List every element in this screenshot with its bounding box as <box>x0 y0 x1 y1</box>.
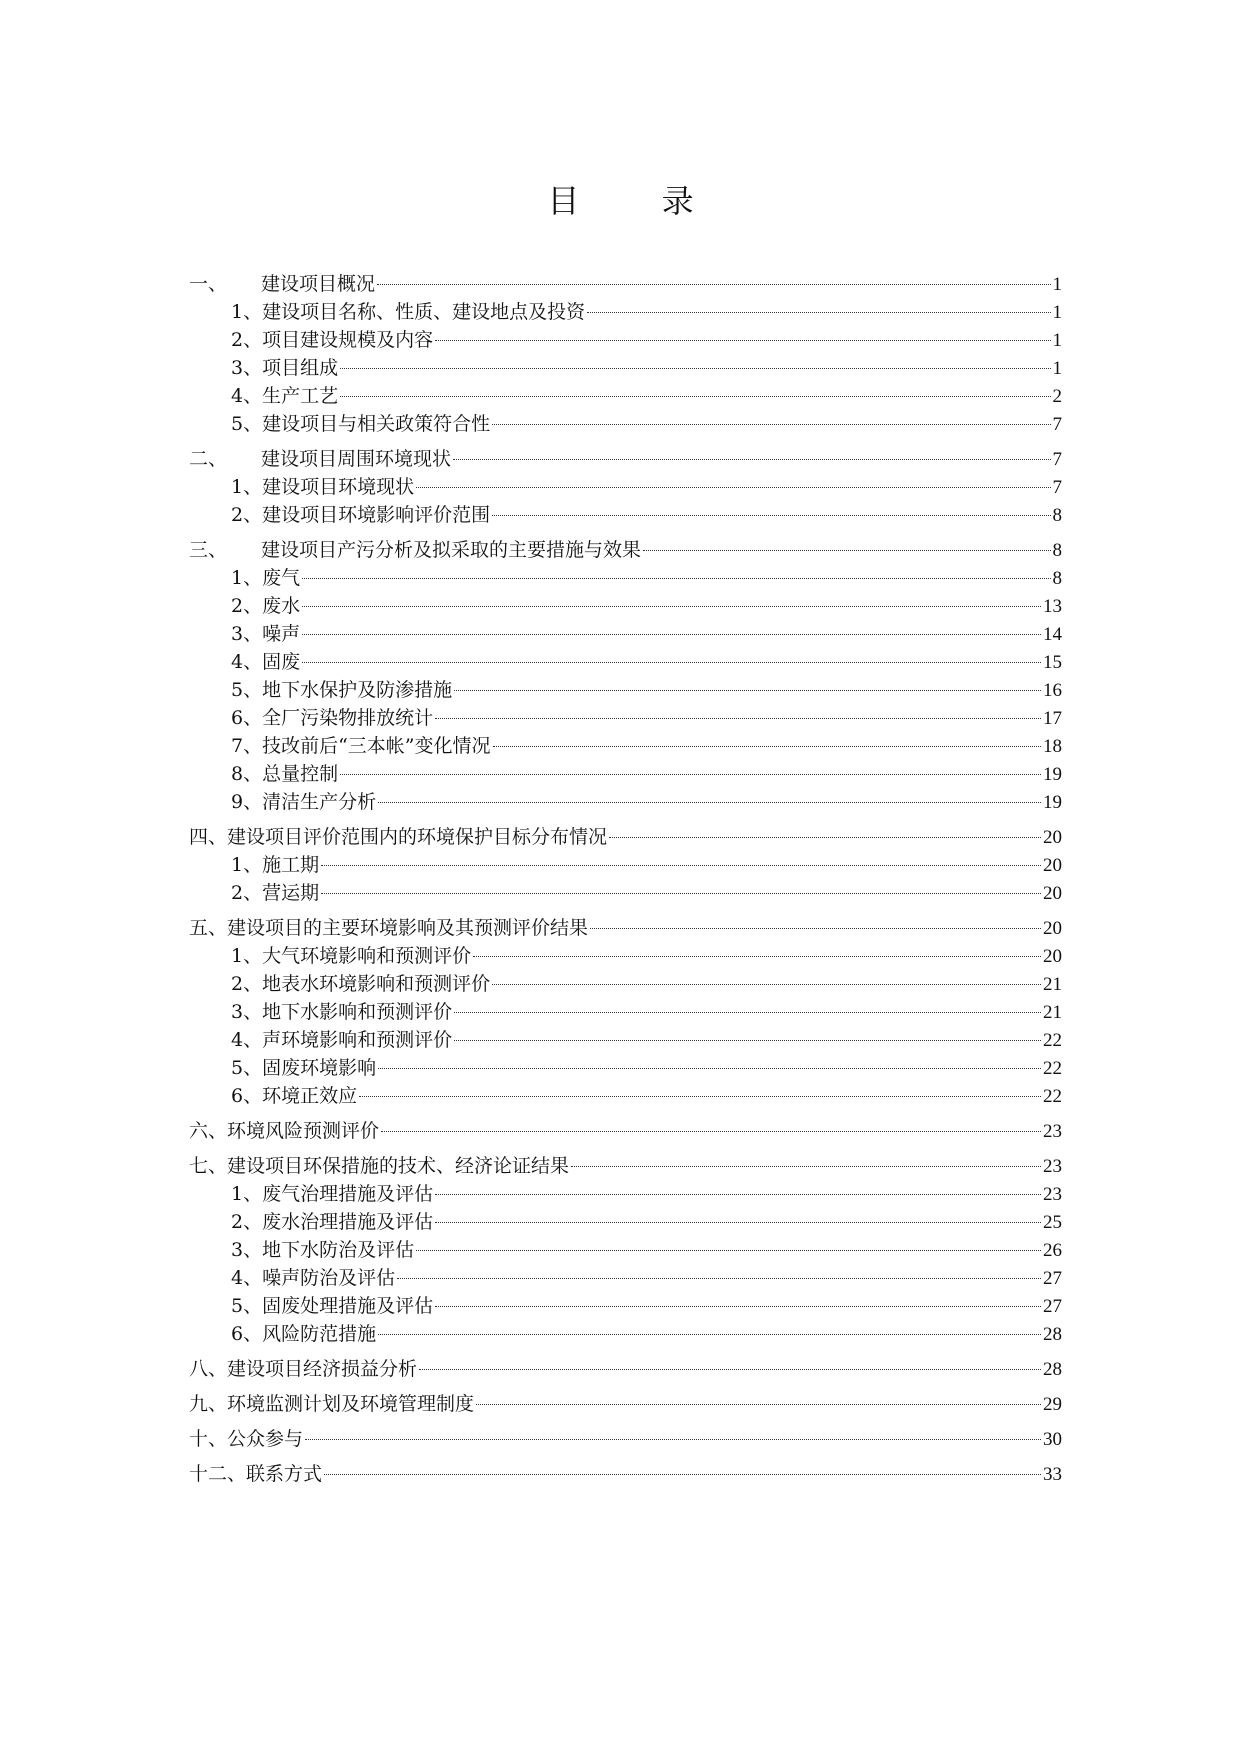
toc-page-number: 19 <box>1043 792 1062 813</box>
toc-subsection-entry[interactable] <box>189 1082 1062 1110</box>
toc-entry-text: 地下水影响和预测评价 <box>262 1001 453 1023</box>
toc-entry-number: 1、 <box>231 1183 263 1205</box>
dot-leader <box>302 606 1041 607</box>
toc-entry-label <box>231 564 300 592</box>
toc-entry-number: 八、 <box>189 1358 228 1380</box>
dot-leader <box>454 1040 1041 1041</box>
dot-leader <box>305 1439 1041 1440</box>
toc-subsection-entry[interactable] <box>189 1292 1062 1320</box>
toc-subsection-entry[interactable] <box>189 1026 1062 1054</box>
toc-entry-text: 总量控制 <box>262 763 339 785</box>
toc-subsection-entry[interactable] <box>189 1320 1062 1348</box>
toc-entry-number: 二、 <box>189 448 228 470</box>
toc-entry-label <box>189 1460 322 1488</box>
toc-entry-text: 声环境影响和预测评价 <box>262 1029 453 1051</box>
toc-entry-text: 噪声防治及评估 <box>262 1267 396 1289</box>
toc-entry-number: 2、 <box>231 329 263 351</box>
toc-entry-number: 6、 <box>231 1323 263 1345</box>
toc-entry-number: 六、 <box>189 1120 228 1142</box>
toc-entry-text: 风险防范措施 <box>262 1323 377 1345</box>
toc-entry-text: 地表水环境影响和预测评价 <box>262 973 491 995</box>
toc-page-number: 2 <box>1052 386 1062 407</box>
toc-page-number: 21 <box>1043 974 1062 995</box>
toc-subsection-entry[interactable] <box>189 1054 1062 1082</box>
toc-subsection-entry[interactable] <box>189 1180 1062 1208</box>
toc-entry-label <box>231 676 452 704</box>
toc-page-number: 14 <box>1043 624 1062 645</box>
toc-entry-text: 固废 <box>262 651 301 673</box>
dot-leader <box>340 396 1050 397</box>
toc-subsection-entry[interactable] <box>189 1264 1062 1292</box>
toc-subsection-entry[interactable] <box>189 942 1062 970</box>
toc-entry-number: 十、 <box>189 1428 228 1450</box>
toc-entry-label <box>231 648 300 676</box>
toc-page-number: 20 <box>1043 918 1062 939</box>
toc-page-number: 8 <box>1052 568 1062 589</box>
page-title: 目 录 <box>547 182 730 220</box>
toc-page-number: 33 <box>1043 1464 1062 1485</box>
toc-entry-label <box>189 536 641 564</box>
toc-entry-text: 建设项目与相关政策符合性 <box>262 413 491 435</box>
toc-entry-label <box>231 620 300 648</box>
toc-section-entry[interactable] <box>189 536 1062 564</box>
dot-leader <box>302 578 1050 579</box>
dot-leader <box>378 1334 1041 1335</box>
toc-page-number: 23 <box>1043 1121 1062 1142</box>
toc-subsection-entry[interactable] <box>189 704 1062 732</box>
dot-leader <box>454 1012 1041 1013</box>
toc-entry-number: 4、 <box>231 385 263 407</box>
toc-entry-label <box>231 1264 395 1292</box>
dot-leader <box>321 865 1041 866</box>
toc-entry-number: 1、 <box>231 476 263 498</box>
toc-entry-text: 建设项目环境现状 <box>262 476 415 498</box>
toc-entry-number: 4、 <box>231 1267 263 1289</box>
toc-entry-number: 三、 <box>189 539 228 561</box>
dot-leader <box>378 802 1041 803</box>
toc-subsection-entry[interactable] <box>189 592 1062 620</box>
toc-entry-text: 项目组成 <box>262 357 339 379</box>
toc-section-entry[interactable] <box>189 823 1062 851</box>
dot-leader <box>416 487 1050 488</box>
toc-page-number: 29 <box>1043 1394 1062 1415</box>
toc-entry-number: 3、 <box>231 623 263 645</box>
toc-entry-number: 7、 <box>231 735 263 757</box>
toc-subsection-entry[interactable] <box>189 1208 1062 1236</box>
toc-entry-text: 环境正效应 <box>262 1085 358 1107</box>
dot-leader <box>609 837 1041 838</box>
dot-leader <box>587 312 1050 313</box>
toc-entry-number: 4、 <box>231 1029 263 1051</box>
toc-entry-number: 1、 <box>231 854 263 876</box>
toc-entry-text: 废气 <box>262 567 301 589</box>
toc-page-number: 13 <box>1043 596 1062 617</box>
toc-entry-number: 一、 <box>189 273 228 295</box>
dot-leader <box>416 1250 1041 1251</box>
toc-page-number: 15 <box>1043 652 1062 673</box>
toc-entry-number: 3、 <box>231 357 263 379</box>
toc-entry-number: 3、 <box>231 1001 263 1023</box>
toc-entry-text: 建设项目环保措施的技术、经济论证结果 <box>227 1155 570 1177</box>
toc-entry-text: 公众参与 <box>227 1428 304 1450</box>
toc-entry-label <box>231 970 490 998</box>
toc-entry-text: 营运期 <box>262 882 320 904</box>
dot-leader <box>493 746 1041 747</box>
toc-section-entry[interactable] <box>189 1117 1062 1145</box>
dot-leader <box>340 368 1050 369</box>
dot-leader <box>492 984 1041 985</box>
dot-leader <box>453 459 1050 460</box>
toc-entry-label <box>189 914 588 942</box>
toc-entry-label <box>231 879 319 907</box>
dot-leader <box>381 1131 1041 1132</box>
toc-entry-text: 环境监测计划及环境管理制度 <box>227 1393 475 1415</box>
toc-page-number: 20 <box>1043 883 1062 904</box>
toc-subsection-entry[interactable] <box>189 676 1062 704</box>
toc-entry-number: 2、 <box>231 595 263 617</box>
toc-page-number: 8 <box>1052 540 1062 561</box>
toc-entry-label <box>231 410 490 438</box>
toc-page-number: 22 <box>1043 1030 1062 1051</box>
toc-entry-label <box>189 1425 303 1453</box>
dot-leader <box>435 340 1050 341</box>
toc-entry-number: 1、 <box>231 945 263 967</box>
table-of-contents <box>189 270 1062 1488</box>
toc-subsection-entry[interactable] <box>189 648 1062 676</box>
toc-entry-text: 大气环境影响和预测评价 <box>262 945 472 967</box>
toc-entry-label <box>231 1180 433 1208</box>
toc-entry-text: 废水治理措施及评估 <box>262 1211 434 1233</box>
toc-page-number: 28 <box>1043 1324 1062 1345</box>
toc-entry-label <box>231 1026 452 1054</box>
toc-subsection-entry[interactable] <box>189 298 1062 326</box>
toc-subsection-entry[interactable] <box>189 382 1062 410</box>
toc-entry-label <box>189 270 375 298</box>
toc-subsection-entry[interactable] <box>189 473 1062 501</box>
dot-leader <box>435 1306 1041 1307</box>
toc-entry-text: 项目建设规模及内容 <box>262 329 434 351</box>
toc-page-number: 1 <box>1052 358 1062 379</box>
toc-entry-number: 3、 <box>231 1239 263 1261</box>
toc-page-number: 16 <box>1043 680 1062 701</box>
toc-subsection-entry[interactable] <box>189 620 1062 648</box>
toc-subsection-entry[interactable] <box>189 760 1062 788</box>
toc-entry-text: 废气治理措施及评估 <box>262 1183 434 1205</box>
toc-entry-label <box>231 788 376 816</box>
toc-entry-text: 地下水保护及防渗措施 <box>262 679 453 701</box>
toc-section-entry[interactable] <box>189 1390 1062 1418</box>
toc-entry-label <box>189 445 451 473</box>
toc-page-number: 7 <box>1052 414 1062 435</box>
toc-entry-number: 2、 <box>231 882 263 904</box>
dot-leader <box>476 1404 1041 1405</box>
toc-entry-text: 地下水防治及评估 <box>262 1239 415 1261</box>
toc-subsection-entry[interactable] <box>189 998 1062 1026</box>
toc-subsection-entry[interactable] <box>189 564 1062 592</box>
toc-subsection-entry[interactable] <box>189 326 1062 354</box>
toc-subsection-entry[interactable] <box>189 1236 1062 1264</box>
toc-entry-number: 4、 <box>231 651 263 673</box>
toc-entry-text: 噪声 <box>262 623 301 645</box>
toc-page-number: 8 <box>1052 505 1062 526</box>
dot-leader <box>397 1278 1041 1279</box>
toc-entry-text: 建设项目的主要环境影响及其预测评价结果 <box>227 917 589 939</box>
toc-section-entry[interactable] <box>189 914 1062 942</box>
toc-page-number: 28 <box>1043 1359 1062 1380</box>
toc-subsection-entry[interactable] <box>189 788 1062 816</box>
toc-page-number: 7 <box>1052 449 1062 470</box>
toc-page-number: 18 <box>1043 736 1062 757</box>
toc-entry-text: 建设项目概况 <box>261 273 376 295</box>
dot-leader <box>492 424 1050 425</box>
toc-entry-label <box>189 1152 569 1180</box>
toc-page-number: 21 <box>1043 1002 1062 1023</box>
toc-page-number: 20 <box>1043 827 1062 848</box>
toc-entry-text: 联系方式 <box>246 1463 323 1485</box>
dot-leader <box>435 1194 1041 1195</box>
toc-page-number: 30 <box>1043 1429 1062 1450</box>
toc-page-number: 1 <box>1052 330 1062 351</box>
toc-entry-text: 生产工艺 <box>262 385 339 407</box>
toc-entry-number: 5、 <box>231 413 263 435</box>
toc-entry-label <box>231 592 300 620</box>
toc-page-number: 23 <box>1043 1156 1062 1177</box>
toc-subsection-entry[interactable] <box>189 354 1062 382</box>
dot-leader <box>571 1166 1041 1167</box>
toc-page-number: 19 <box>1043 764 1062 785</box>
dot-leader <box>340 774 1041 775</box>
toc-entry-number: 9、 <box>231 791 263 813</box>
toc-entry-label <box>231 1236 414 1264</box>
toc-entry-text: 全厂污染物排放统计 <box>262 707 434 729</box>
toc-entry-label <box>231 1208 433 1236</box>
toc-entry-label <box>231 704 433 732</box>
toc-page-number: 7 <box>1052 477 1062 498</box>
toc-entry-text: 固废处理措施及评估 <box>262 1295 434 1317</box>
dot-leader <box>643 550 1050 551</box>
toc-section-entry[interactable] <box>189 1355 1062 1383</box>
toc-page-number: 25 <box>1043 1212 1062 1233</box>
toc-page-number: 22 <box>1043 1058 1062 1079</box>
toc-entry-number: 6、 <box>231 1085 263 1107</box>
toc-entry-number: 四、 <box>189 826 228 848</box>
toc-entry-text: 废水 <box>262 595 301 617</box>
toc-entry-label <box>231 473 414 501</box>
toc-entry-number: 5、 <box>231 1057 263 1079</box>
toc-entry-text: 环境风险预测评价 <box>227 1120 380 1142</box>
dot-leader <box>492 515 1050 516</box>
dot-leader <box>359 1096 1041 1097</box>
toc-entry-text: 建设项目环境影响评价范围 <box>262 504 491 526</box>
toc-entry-number: 九、 <box>189 1393 228 1415</box>
toc-entry-label <box>231 998 452 1026</box>
toc-entry-number: 6、 <box>231 707 263 729</box>
toc-section-entry[interactable] <box>189 1152 1062 1180</box>
toc-entry-text: 建设项目评价范围内的环境保护目标分布情况 <box>227 826 608 848</box>
toc-entry-label <box>231 326 433 354</box>
toc-page-number: 26 <box>1043 1240 1062 1261</box>
toc-subsection-entry[interactable] <box>189 732 1062 760</box>
toc-entry-text: 建设项目经济损益分析 <box>227 1358 418 1380</box>
toc-entry-label <box>231 851 319 879</box>
dot-leader <box>377 284 1050 285</box>
toc-subsection-entry[interactable] <box>189 501 1062 529</box>
toc-entry-label <box>231 298 585 326</box>
toc-entry-number: 2、 <box>231 1211 263 1233</box>
dot-leader <box>324 1474 1041 1475</box>
toc-entry-label <box>231 382 338 410</box>
toc-page-number: 20 <box>1043 855 1062 876</box>
toc-entry-text: 施工期 <box>262 854 320 876</box>
toc-entry-number: 5、 <box>231 679 263 701</box>
toc-section-entry[interactable] <box>189 445 1062 473</box>
toc-subsection-entry[interactable] <box>189 410 1062 438</box>
toc-entry-number: 十二、 <box>189 1463 247 1485</box>
toc-entry-label <box>231 732 491 760</box>
toc-entry-number: 5、 <box>231 1295 263 1317</box>
dot-leader <box>454 690 1041 691</box>
toc-entry-label <box>231 1054 376 1082</box>
toc-page-number: 27 <box>1043 1296 1062 1317</box>
toc-entry-text: 建设项目名称、性质、建设地点及投资 <box>262 301 586 323</box>
toc-page-number: 1 <box>1052 274 1062 295</box>
toc-entry-number: 五、 <box>189 917 228 939</box>
toc-entry-number: 七、 <box>189 1155 228 1177</box>
toc-entry-number: 1、 <box>231 301 263 323</box>
toc-page-number: 20 <box>1043 946 1062 967</box>
toc-entry-label <box>231 942 471 970</box>
toc-entry-number: 2、 <box>231 973 263 995</box>
toc-entry-text: 清洁生产分析 <box>262 791 377 813</box>
toc-entry-label <box>231 1292 433 1320</box>
dot-leader <box>302 662 1041 663</box>
toc-entry-label <box>189 1390 474 1418</box>
toc-entry-label <box>231 501 490 529</box>
toc-entry-label <box>231 1082 357 1110</box>
toc-subsection-entry[interactable] <box>189 851 1062 879</box>
toc-page-number: 23 <box>1043 1184 1062 1205</box>
toc-entry-number: 2、 <box>231 504 263 526</box>
toc-subsection-entry[interactable] <box>189 970 1062 998</box>
toc-subsection-entry[interactable] <box>189 879 1062 907</box>
toc-entry-text: 建设项目周围环境现状 <box>261 448 452 470</box>
dot-leader <box>590 928 1041 929</box>
dot-leader <box>302 634 1041 635</box>
toc-section-entry[interactable] <box>189 270 1062 298</box>
dot-leader <box>378 1068 1041 1069</box>
dot-leader <box>435 718 1041 719</box>
toc-section-entry[interactable] <box>189 1425 1062 1453</box>
toc-page-number: 17 <box>1043 708 1062 729</box>
toc-entry-label <box>231 1320 376 1348</box>
toc-section-entry[interactable] <box>189 1460 1062 1488</box>
toc-entry-label <box>231 354 338 382</box>
toc-page-number: 27 <box>1043 1268 1062 1289</box>
toc-entry-number: 1、 <box>231 567 263 589</box>
toc-entry-label <box>231 760 338 788</box>
dot-leader <box>435 1222 1041 1223</box>
toc-entry-text: 技改前后“三本帐”变化情况 <box>262 735 491 757</box>
toc-entry-label <box>189 823 607 851</box>
toc-entry-number: 8、 <box>231 763 263 785</box>
toc-entry-label <box>189 1117 379 1145</box>
toc-page-number: 1 <box>1052 302 1062 323</box>
dot-leader <box>473 956 1041 957</box>
toc-entry-text: 建设项目产污分析及拟采取的主要措施与效果 <box>261 539 642 561</box>
dot-leader <box>321 893 1041 894</box>
toc-page-number: 22 <box>1043 1086 1062 1107</box>
toc-entry-label <box>189 1355 417 1383</box>
toc-entry-text: 固废环境影响 <box>262 1057 377 1079</box>
dot-leader <box>419 1369 1041 1370</box>
